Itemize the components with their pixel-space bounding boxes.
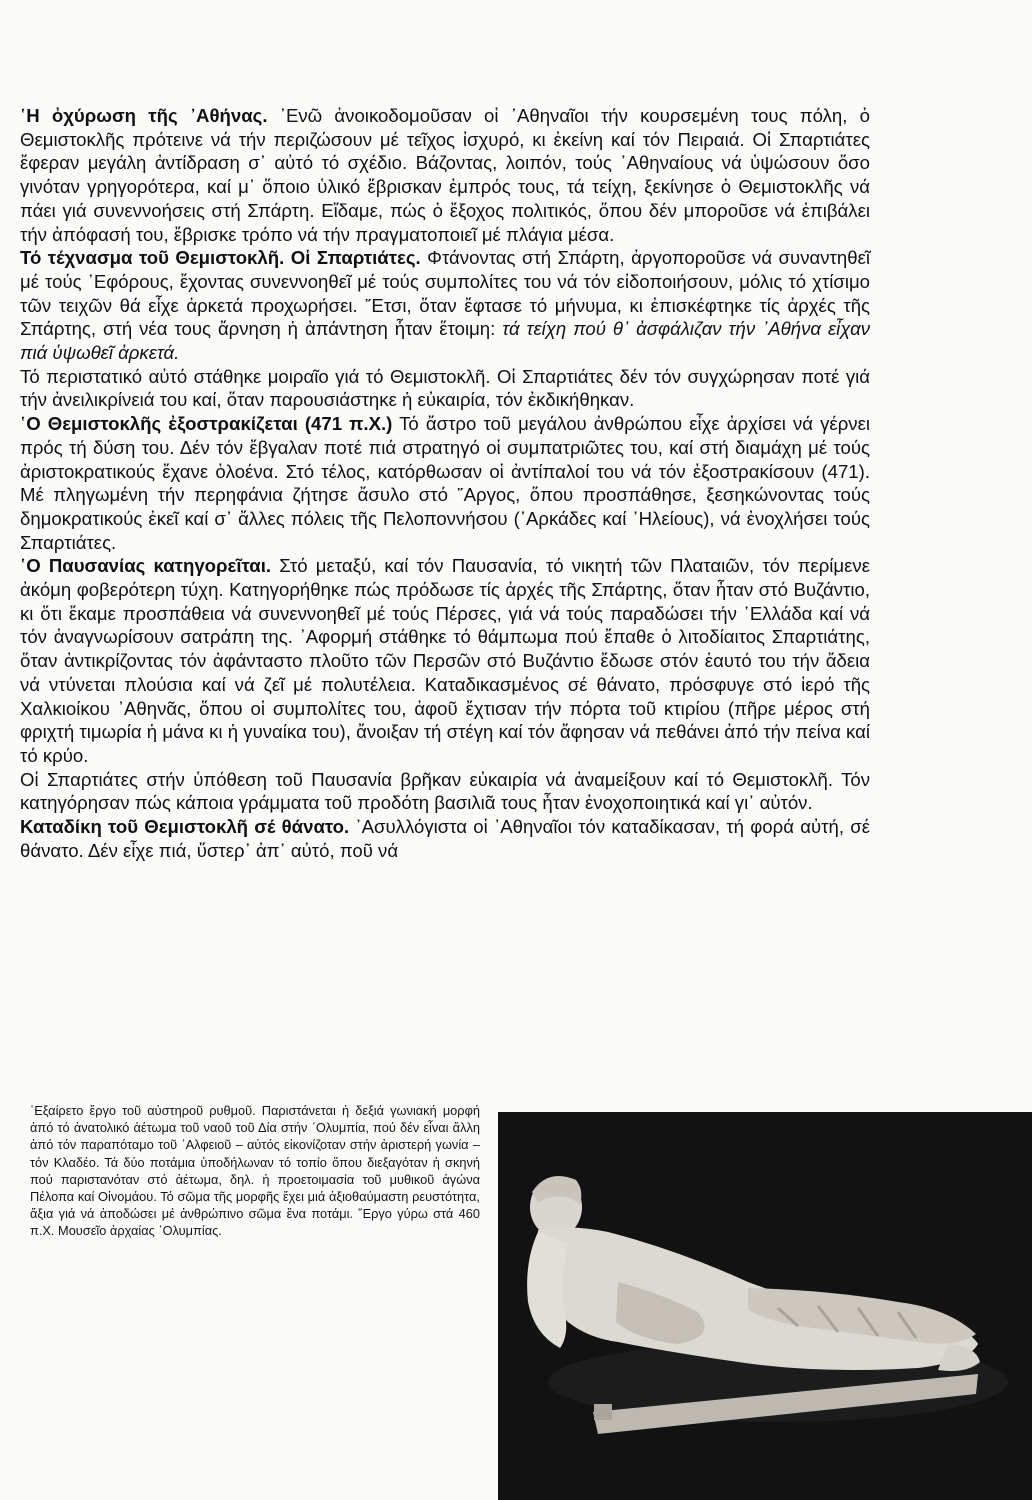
- section-heading: Καταδίκη τοῦ Θεμιστοκλῆ σέ θάνατο.: [20, 816, 350, 838]
- paragraph-text: Τό περιστατικό αὐτό στάθηκε μοιραῖο γιά τό Θεμιστοκλῆ. Οἱ Σπαρτιάτες δέν τόν συγχώρησαν ποτέ γιά τήν ἀνειλικρίνειά του καί, ὅταν παρουσιάστηκε ἡ εὐκαιρία, τόν ἐκδικήθηκαν.: [20, 365, 870, 411]
- paragraph-pausanias: [20, 554, 870, 767]
- paragraph-consequence: [20, 365, 870, 412]
- figure-caption: ῾Εξαίρετο ἔργο τοῦ αὐστηροῦ ρυθμοῦ. Παριστάνεται ἡ δεξιά γωνιακή μορφή ἀπό τό ἀνατολικό ἀέτωμα τοῦ ναοῦ τοῦ Δία στήν ᾿Ολυμπία, πού δέν εἶναι ἄλλη ἀπό τόν παραπόταμο τοῦ ᾿Αλφειοῦ – αὐτός εἰκονίζοταν στήν ἀριστερή γωνία – τόν Κλαδέο. Τά δύο ποτάμια ὑποδήλωναν τό τοπίο ὅπου διεξαγόταν ἡ σκηνή πού παριστανόταν στό ἀέτωμα, δηλ. ἡ προετοιμασία τοῦ μυθικοῦ ἀγώνα Πέλοπα καί Οἰνομάου. Τό σῶμα τῆς μορφῆς ἔχει μιά ἀξιοθαύμαστη ρευστότητα, ἄξια γιά νά ἀποδώσει μέ ἀνθρώπινο σῶμα ἕνα ποτάμι. ῎Εργο γύρω στά 460 π.Χ. Μουσεῖο ἀρχαίας ᾿Ολυμπίας.: [30, 1103, 480, 1239]
- paragraph-text: Φτάνοντας στή Σπάρτη, ἀργοποροῦσε νά συναντηθεῖ μέ τούς ᾿Εφόρους, ἔχοντας συνεννοηθεῖ μέ τούς συμπολίτες του νά τόν εἰδοποιήσουν, μόλις τό χτίσιμο τῶν τειχῶν θά εἶχε ἀρκετά προχωρήσει. ῎Ετσι, ὅταν ἔφτασε τό μήνυμα, κι ἐπισκέφτηκε τίς ἀρχές τῆς Σπάρτης, στή νέα τους ἄρνηση ἡ ἀπάντηση ἦταν ἕτοιμη:: [20, 247, 870, 340]
- section-heading: ῾Ο Θεμιστοκλῆς ἐξοστρακίζεται (471 π.Χ.): [20, 413, 393, 435]
- article-body: [20, 104, 870, 863]
- reclining-river-god-image: [498, 1112, 1032, 1500]
- paragraph-text: Τό ἄστρο τοῦ μεγάλου ἀνθρώπου εἶχε ἀρχίσει νά γέρνει πρός τή δύση του. Δέν τόν ἔβγαλαν ποτέ πιά στρατηγό οἱ συμπατριῶτες του, καί στή διαμάχη μέ τούς ἀριστοκρατικούς ἔχανε ὁλοένα. Στό τέλος, κατόρθωσαν οἱ ἀντίπαλοί του νά τόν ἐξοστρακίσουν (471). Μέ πληγωμένη τήν περηφάνια ζήτησε ἄσυλο στό ῎Αργος, ὅπου προσπάθησε, ξεσηκώνοντας τούς δημοκρατικούς ἐκεῖ καί σ᾿ ἄλλες πόλεις τῆς Πελοποννήσου (᾿Αρκάδες καί ᾿Ηλείους), νά ἐνοχλήσει τούς Σπαρτιάτες.: [20, 413, 870, 553]
- paragraph-text: ᾿Ενῶ ἀνοικοδομοῦσαν οἱ ᾿Αθηναῖοι τήν κουρσεμένη τους πόλη, ὁ Θεμιστοκλῆς πρότεινε νά τήν περιζώσουν μέ τεῖχος ἰσχυρό, κι ἐκείνη καί τόν Πειραιά. Οἱ Σπαρτιάτες ἔφεραν μεγάλη ἀντίδραση σ᾿ αὐτό τό σχέδιο. Βάζοντας, λοιπόν, τούς ᾿Αθηναίους νά ὑψώσουν ὅσο γινόταν γρηγορότερα, καί μ᾿ ὅποιο ὑλικό ἔβρισκαν ἐμπρός τους, τά τείχη, ξεκίνησε ὁ Θεμιστοκλῆς νά πάει γιά συνεννοήσεις στή Σπάρτη. Εἴδαμε, πώς ὁ ἔξοχος πολιτικός, ὅπου δέν μποροῦσε νά ἐπιβάλει τήν ἀπόφασή του, ἔβρισκε τρόπο νά τήν πραγματοποιεῖ μέ πλάγια μέσα.: [20, 105, 870, 245]
- paragraph-ostracism: [20, 412, 870, 554]
- paragraph-death-sentence: [20, 815, 870, 862]
- section-heading: ῾Η ὀχύρωση τῆς ᾿Αθήνας.: [20, 105, 268, 126]
- paragraph-fortification: [20, 104, 870, 246]
- quoted-answer: τά τείχη πού θ᾿ ἀσφάλιζαν τήν ᾿Αθήνα εἶχαν πιά ὑψωθεῖ ἀρκετά.: [20, 318, 870, 364]
- section-heading: Τό τέχνασμα τοῦ Θεμιστοκλῆ. Οἱ Σπαρτιάτες.: [20, 247, 421, 269]
- paragraph-text: Οἱ Σπαρτιάτες στήν ὑπόθεση τοῦ Παυσανία βρῆκαν εὐκαιρία νά ἀναμείξουν καί τό Θεμιστοκλῆ. Τόν κατηγόρησαν πώς κάποια γράμματα τοῦ προδότη βασιλιᾶ τους ἦταν ἐνοχοποιητικά καί γι᾿ αὐτόν.: [20, 768, 870, 814]
- paragraph-trick: [20, 246, 870, 365]
- paragraph-text: Στό μεταξύ, καί τόν Παυσανία, τό νικητή τῶν Πλαταιῶν, τόν περίμενε ἀκόμη φοβερότερη τύχη. Κατηγορήθηκε πώς πρόδωσε τίς ἀρχές τῆς Σπάρτης, ὅταν ἦταν στό Βυζάντιο, κι ὅτι ἔκαμε προσπάθεια νά συνεννοηθεῖ μέ τούς Πέρσες, γιά νά τούς παραδώσει τήν ῾Ελλάδα καί νά τόν ἀναγνωρίσουν σατράπη της. ᾿Αφορμή στάθηκε τό θάμπωμα πού ἔπαθε ὁ λιτοδίαιτος Σπαρτιάτης, ὅταν ἀντικρίζοντας τόν ἀφάνταστο πλοῦτο τῶν Περσῶν στό Βυζάντιο ἔδωσε στόν ἑαυτό του τήν ἄδεια νά ντύνεται πλούσια καί νά ζεῖ μέ πολυτέλεια. Καταδικασμένος σέ θάνατο, πρόσφυγε στό ἱερό τῆς Χαλκιοίκου ᾿Αθηνᾶς, ὅπου οἱ συμπολίτες του, ἀφοῦ ἔχτισαν τήν πόρτα τοῦ κτιρίου (πῆρε μέρος στή φριχτή τιμωρία ἡ μάνα κι ἡ γυναίκα του), ἄνοιξαν τή στέγη καί τόν ἄφησαν νά πεθάνει ἀπό τήν πείνα καί τό κρύο.: [20, 555, 870, 766]
- section-heading: ῾Ο Παυσανίας κατηγορεῖται.: [20, 555, 272, 577]
- paragraph-text: ᾿Ασυλλόγιστα οἱ ᾿Αθηναῖοι τόν καταδίκασαν, τή φορά αὐτή, σέ θάνατο. Δέν εἶχε πιά, ὕστερ᾿ ἀπ᾿ αὐτό, ποῦ νά: [20, 816, 870, 861]
- paragraph-accusation: [20, 768, 870, 815]
- sculpture-photo: [498, 1112, 1032, 1500]
